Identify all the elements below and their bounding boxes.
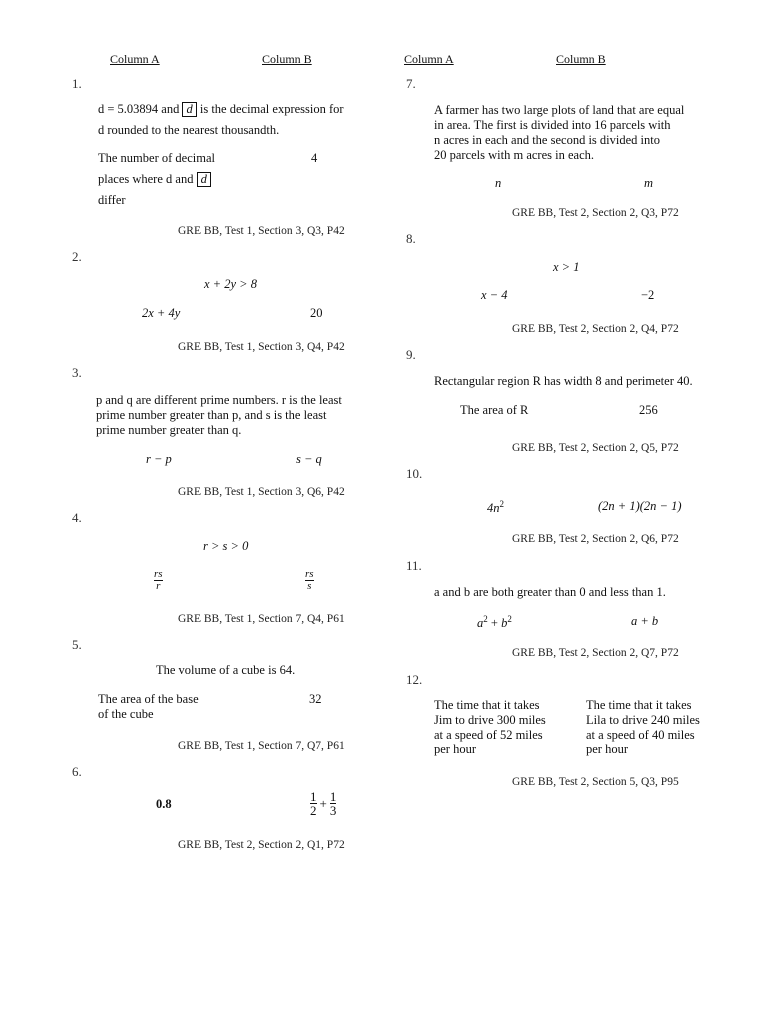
- question-number: 8.: [406, 231, 416, 246]
- fraction-denominator: r: [154, 580, 163, 592]
- column-a-line: [98, 172, 211, 187]
- term-exponent: 2: [483, 614, 488, 624]
- term-exponent: 2: [507, 614, 512, 624]
- question-statement: a and b are both greater than 0 and less than 1.: [434, 585, 666, 599]
- question-statement-line: d rounded to the nearest thousandth.: [98, 123, 280, 137]
- column-a-line: The time that it takes: [434, 698, 540, 712]
- question-statement-line: in area. The first is divided into 16 parcels with: [434, 118, 671, 132]
- column-a-part: places where d and: [98, 172, 194, 186]
- source-reference: GRE BB, Test 1, Section 7, Q7, P61: [178, 740, 345, 752]
- column-b-line: The time that it takes: [586, 698, 692, 712]
- column-b-line: Lila to drive 240 miles: [586, 713, 700, 727]
- statement-part: d = 5.03894 and: [98, 102, 180, 116]
- column-a-value: n: [495, 176, 502, 190]
- term-a: a: [477, 616, 484, 631]
- column-a-line: differ: [98, 193, 126, 207]
- column-b-value: 32: [309, 692, 322, 706]
- question-number: 10.: [406, 466, 423, 481]
- column-a-line: at a speed of 52 miles: [434, 728, 543, 742]
- column-a-line: of the cube: [98, 707, 154, 721]
- column-b-value: 256: [639, 403, 658, 417]
- source-reference: GRE BB, Test 2, Section 5, Q3, P95: [512, 776, 679, 788]
- term-b: b: [501, 616, 508, 631]
- question-statement-line: n acres in each and the second is divided into: [434, 133, 660, 147]
- column-a-value: r − p: [146, 452, 172, 466]
- source-reference: GRE BB, Test 1, Section 7, Q4, P61: [178, 613, 345, 625]
- question-statement: x > 1: [553, 260, 580, 274]
- boxed-d: d: [182, 102, 196, 117]
- fraction-numerator: 1: [310, 789, 317, 804]
- plus-sign: +: [319, 795, 327, 811]
- column-a-value: x − 4: [481, 288, 508, 302]
- question-statement: [98, 102, 344, 117]
- column-a-line: The number of decimal: [98, 151, 215, 165]
- question-number: 9.: [406, 347, 416, 362]
- column-a-value: [477, 614, 512, 631]
- column-a-line: Jim to drive 300 miles: [434, 713, 546, 727]
- question-statement: The volume of a cube is 64.: [156, 663, 296, 677]
- question-statement-line: prime number greater than p, and s is the least: [96, 408, 327, 422]
- question-number: 12.: [406, 672, 423, 687]
- question-statement-line: 20 parcels with m acres in each.: [434, 148, 595, 162]
- column-b-value: (2n + 1)(2n − 1): [598, 499, 682, 513]
- question-statement-line: A farmer has two large plots of land that are equal: [434, 103, 685, 117]
- source-reference: GRE BB, Test 2, Section 2, Q3, P72: [512, 207, 679, 219]
- question-number: 6.: [72, 764, 82, 779]
- column-b-value: −2: [641, 288, 655, 302]
- column-b-value: s − q: [296, 452, 322, 466]
- question-statement: Rectangular region R has width 8 and perimeter 40.: [434, 374, 693, 388]
- column-a-fraction: [154, 569, 163, 592]
- column-b-value: a + b: [631, 614, 659, 628]
- column-b-sum: [310, 790, 336, 817]
- column-b-line: per hour: [586, 742, 628, 756]
- question-number: 5.: [72, 637, 82, 652]
- question-number: 3.: [72, 365, 82, 380]
- plus-sign: +: [487, 616, 502, 631]
- source-reference: GRE BB, Test 1, Section 3, Q6, P42: [178, 486, 345, 498]
- column-b-value: 4: [311, 151, 318, 165]
- question-statement-line: prime number greater than q.: [96, 423, 242, 437]
- question-number: 1.: [72, 76, 82, 91]
- boxed-d: d: [197, 172, 211, 187]
- fraction-denominator: 3: [329, 803, 337, 818]
- question-number: 7.: [406, 76, 416, 91]
- question-statement-line: p and q are different prime numbers. r is the least: [96, 393, 342, 407]
- column-b-value: 20: [310, 306, 323, 320]
- source-reference: GRE BB, Test 2, Section 2, Q4, P72: [512, 323, 679, 335]
- column-b-fraction: [305, 569, 314, 592]
- column-a-value: [487, 499, 504, 516]
- left-column-b-header: Column B: [262, 52, 312, 66]
- question-number: 2.: [72, 249, 82, 264]
- fraction-numerator: rs: [305, 568, 314, 580]
- source-reference: GRE BB, Test 1, Section 3, Q4, P42: [178, 341, 345, 353]
- right-column-a-header: Column A: [404, 52, 454, 66]
- column-a-value: 2x + 4y: [142, 306, 181, 320]
- term-exponent: 2: [499, 499, 504, 509]
- term-base: 4n: [487, 501, 500, 516]
- fraction-numerator: rs: [154, 568, 163, 580]
- question-statement: x + 2y > 8: [204, 277, 257, 291]
- fraction-denominator: 2: [310, 803, 317, 818]
- column-b-line: at a speed of 40 miles: [586, 728, 695, 742]
- source-reference: GRE BB, Test 2, Section 2, Q6, P72: [512, 533, 679, 545]
- left-column-a-header: Column A: [110, 52, 160, 66]
- source-reference: GRE BB, Test 1, Section 3, Q3, P42: [178, 225, 345, 237]
- question-number: 11.: [406, 558, 422, 573]
- fraction-denominator: s: [305, 580, 314, 592]
- source-reference: GRE BB, Test 2, Section 2, Q1, P72: [178, 839, 345, 851]
- source-reference: GRE BB, Test 2, Section 2, Q5, P72: [512, 442, 679, 454]
- source-reference: GRE BB, Test 2, Section 2, Q7, P72: [512, 647, 679, 659]
- column-a-line: per hour: [434, 742, 476, 756]
- column-a-line: The area of the base: [98, 692, 199, 706]
- question-number: 4.: [72, 510, 82, 525]
- question-statement: r > s > 0: [203, 539, 249, 553]
- column-a-value: The area of R: [460, 403, 529, 417]
- column-b-value: m: [644, 176, 654, 190]
- statement-part: is the decimal expression for: [199, 102, 344, 116]
- fraction-numerator: 1: [329, 789, 337, 804]
- column-a-value: 0.8: [156, 797, 172, 811]
- right-column-b-header: Column B: [556, 52, 606, 66]
